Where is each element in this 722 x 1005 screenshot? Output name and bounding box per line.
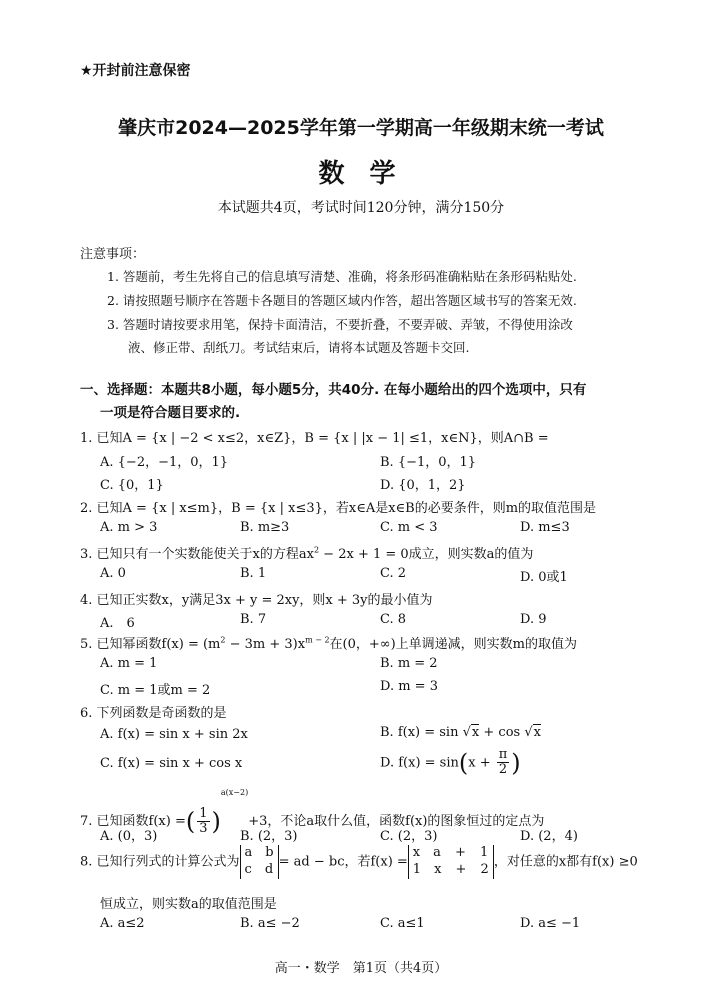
question-8-stem: 8. 已知行列式的计算公式为 a b c d = ad − bc，若f(x) = x a + 1 1 x + 2 ，对任意的x都有f(x) ≥0 — [80, 845, 638, 877]
question-6-option-c: C. f(x) = sin x + cos x — [100, 756, 243, 771]
question-5-option-c: C. m = 1或m = 2 — [100, 683, 211, 698]
question-7-option-c: C. (2，3) — [380, 829, 438, 844]
question-3-option-c: C. 2 — [380, 566, 407, 581]
question-8-option-d: D. a≤ −1 — [520, 916, 581, 931]
question-2-option-a: A. m > 3 — [100, 520, 158, 535]
question-7-option-b: B. (2，3) — [240, 829, 298, 844]
question-2-option-d: D. m≤3 — [520, 520, 570, 535]
question-5-stem: 5. 已知幂函数$f(x) = (m^2 - 3m + 3)x^{m - 2}$在(0，+∞)上单调递减，则实数m的取值为 — [80, 635, 578, 652]
question-3-option-d: D. 0或1 — [520, 570, 568, 585]
confidential-label: ★开封前注意保密 — [80, 63, 191, 79]
question-3-option-b: B. 1 — [240, 566, 267, 581]
exam-title: 肇庆市2024—2025学年第一学期高一年级期末统一考试 — [118, 117, 604, 139]
note-item: 3. 答题时请按要求用笔，保持卡面清洁，不要折叠，不要弄破、弄皱，不得使用涂改 — [107, 317, 573, 332]
question-1-option-d: D. {0，1，2} — [380, 478, 466, 493]
question-4-option-b: B. 7 — [240, 612, 267, 627]
question-4-option-d: D. 9 — [520, 612, 547, 627]
question-7-option-a: A. (0，3) — [100, 829, 158, 844]
question-6-option-a: A. f(x) = sin x + sin 2x — [100, 727, 248, 742]
exam-info: 本试题共4页，考试时间120分钟，满分150分 — [217, 200, 505, 216]
question-6-option-d: D. f(x) = sin(x + $\frac{\pi}{2}$ ) — [380, 747, 521, 778]
question-8-option-a: A. a≤2 — [100, 916, 145, 931]
question-5-option-d: D. m = 3 — [380, 679, 438, 694]
question-4-stem: 4. 已知正实数x，y满足3x + y = 2xy，则x + 3y的最小值为 — [80, 593, 433, 608]
question-1-option-b: B. {−1，0，1} — [380, 455, 477, 470]
note-item: 1. 答题前，考生先将自己的信息填写清楚、准确，将条形码准确粘贴在条形码粘贴处. — [107, 269, 577, 284]
question-2-stem: 2. 已知A = {x | x≤m}，B = {x | x≤3}，若x∈A是x∈B的必要条件，则m的取值范围是 — [80, 501, 597, 516]
question-2-option-c: C. m < 3 — [380, 520, 438, 535]
question-1-option-c: C. {0，1} — [100, 478, 164, 493]
question-7-stem: 7. 已知函数f(x) =( $\frac{1}{3}$ )$^{a(x-2)}$+3，不论a取什么值，函数f(x)的图象恒过的定点为 — [80, 788, 545, 836]
subject-title: 数 学 — [318, 159, 404, 189]
question-4-option-a: A. 6 — [100, 616, 135, 631]
question-5-option-b: B. m = 2 — [380, 656, 438, 671]
question-2-option-b: B. m≥3 — [240, 520, 290, 535]
note-item: 液、修正带、刮纸刀。考试结束后，请将本试题及答题卡交回. — [128, 340, 470, 355]
question-8-stem-cont: 恒成立，则实数a的取值范围是 — [100, 897, 277, 912]
notes-heading: 注意事项： — [80, 247, 146, 262]
question-4-option-c: C. 8 — [380, 612, 407, 627]
question-1-option-a: A. {−2，−1，0，1} — [100, 455, 229, 470]
question-1-stem: 1. 已知A = {x | −2 < x≤2，x∈Z}，B = {x | |x − 1| ≤1，x∈N}，则A∩B = — [80, 431, 549, 446]
question-7-option-d: D. (2，4) — [520, 829, 578, 844]
question-8-option-c: C. a≤1 — [380, 916, 425, 931]
section-heading: 一、选择题：本题共8小题，每小题5分，共40分. 在每小题给出的四个选项中，只有 — [80, 382, 587, 398]
question-8-option-b: B. a≤ −2 — [240, 916, 300, 931]
question-6-stem: 6. 下列函数是奇函数的是 — [80, 706, 227, 721]
question-3-option-a: A. 0 — [100, 566, 126, 581]
section-heading-cont: 一项是符合题目要求的. — [100, 405, 241, 421]
question-6-option-b: B. f(x) = sin √x + cos √x — [380, 725, 541, 740]
question-3-stem: 3. 已知只有一个实数能使关于x的方程$ax^2 - 2x + 1 = 0$成立，则实数a的值为 — [80, 545, 534, 562]
question-5-option-a: A. m = 1 — [100, 656, 158, 671]
note-item: 2. 请按照题号顺序在答题卡各题目的答题区域内作答，超出答题区域书写的答案无效. — [107, 293, 577, 308]
page-footer: 高一・数学 第1页（共4页） — [274, 961, 448, 976]
